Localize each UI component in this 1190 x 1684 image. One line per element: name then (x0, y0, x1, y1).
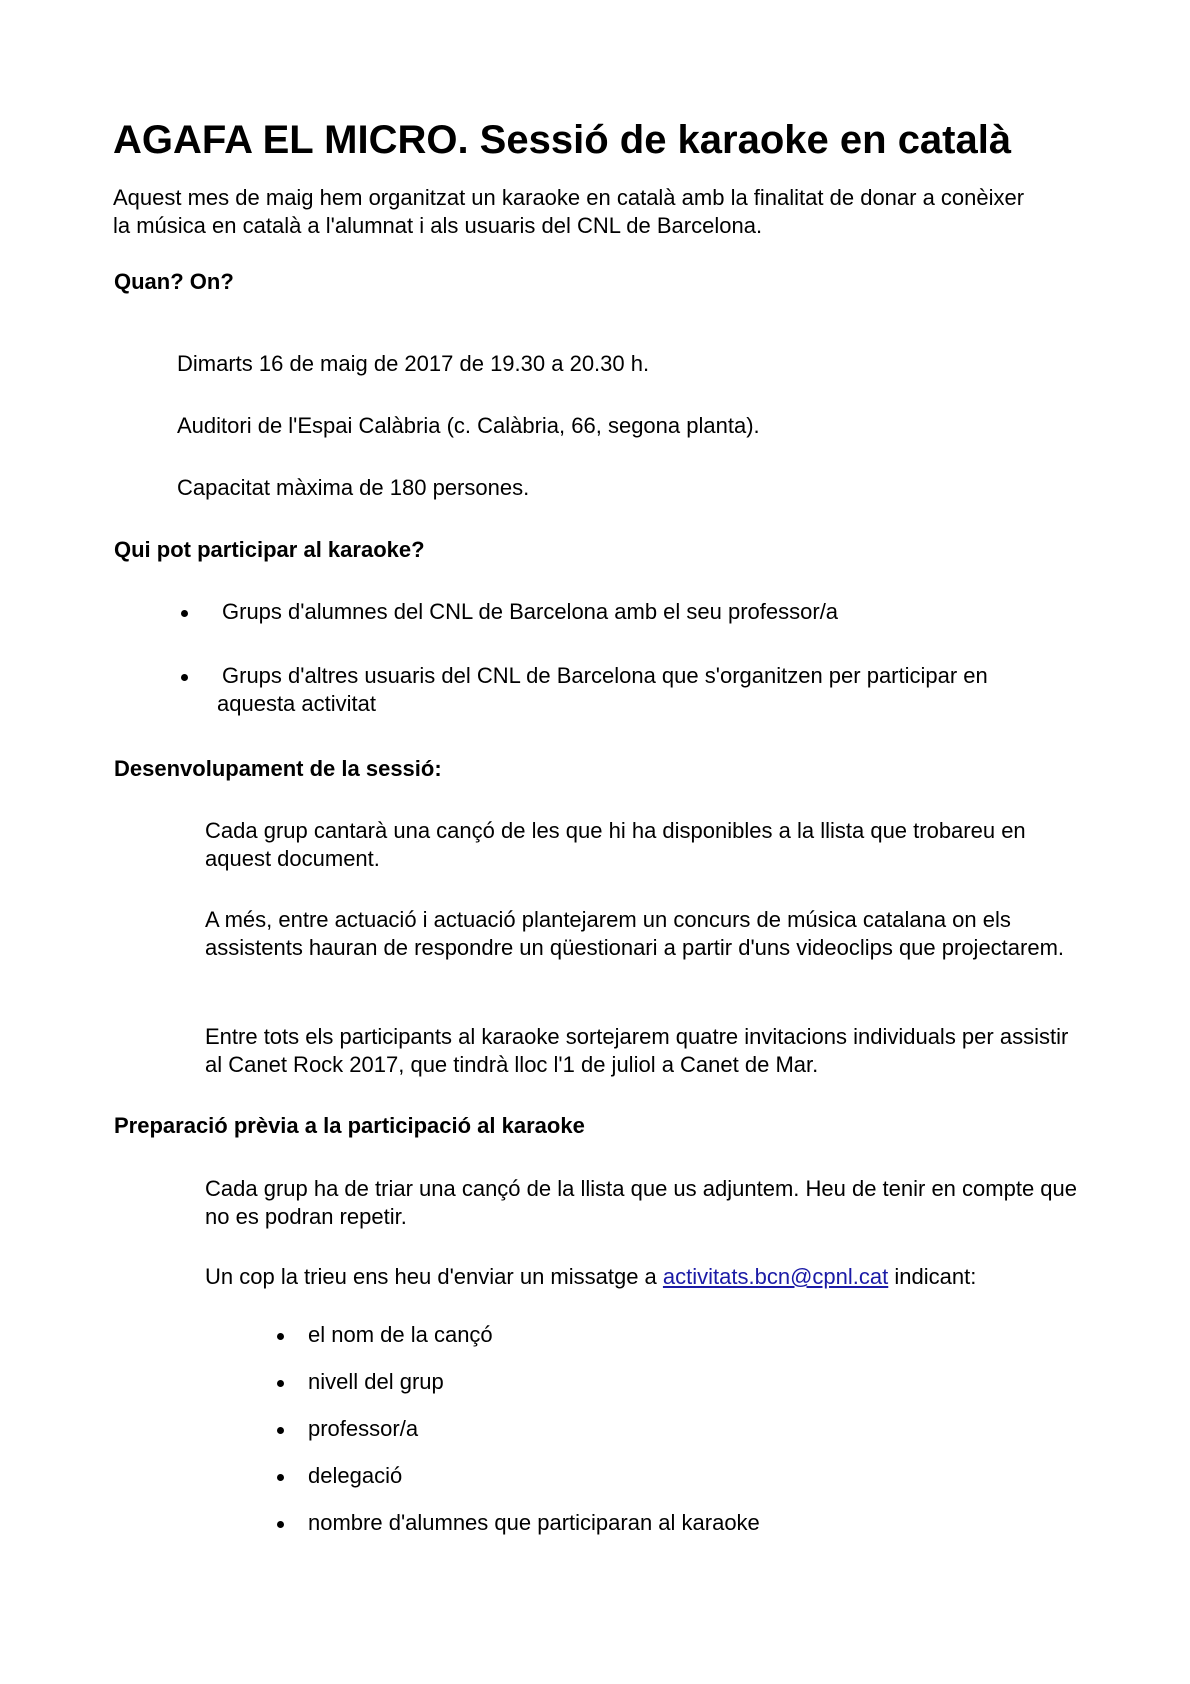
bullet-icon (277, 1474, 284, 1481)
list-item (0, 662, 1190, 718)
preparation-paragraph-1: Cada grup ha de triar una cançó de la llista que us adjuntem. Heu de tenir en compte que no es podran repetir. (205, 1176, 1077, 1229)
when-where-heading: Quan? On? (114, 269, 234, 294)
bullet-icon (277, 1427, 284, 1434)
preparation-text-after: indicant: (888, 1264, 977, 1289)
development-paragraph-2: A més, entre actuació i actuació plantejarem un concurs de música catalana on els assistents hauran de respondre un qüestionari a partir d'uns videoclips que projectarem. (205, 907, 1065, 960)
list-item (0, 1321, 1190, 1349)
prep-item-5: nombre d'alumnes que participaran al karaoke (308, 1510, 760, 1535)
bullet-icon (277, 1333, 284, 1340)
development-heading: Desenvolupament de la sessió: (114, 756, 442, 781)
list-item (0, 1462, 1190, 1490)
intro-paragraph: Aquest mes de maig hem organitzat un karaoke en català amb la finalitat de donar a conèixer la música en català a l'alumnat i als usuaris del CNL de Barcelona. (113, 185, 1025, 238)
who-item-1: Grups d'alumnes del CNL de Barcelona amb el seu professor/a (222, 599, 839, 624)
bullet-icon (277, 1521, 284, 1528)
preparation-heading: Preparació prèvia a la participació al karaoke (114, 1113, 585, 1138)
bullet-icon (181, 674, 188, 681)
who-item-2-cont: aquesta activitat (217, 691, 376, 716)
list-item (0, 1368, 1190, 1396)
list-item (0, 598, 1190, 626)
prep-item-2: nivell del grup (308, 1369, 444, 1394)
preparation-paragraph-2 (205, 1263, 976, 1291)
bullet-icon (277, 1380, 284, 1387)
event-place: Auditori de l'Espai Calàbria (c. Calàbria, 66, segona planta). (177, 413, 760, 438)
preparation-text-before: Un cop la trieu ens heu d'enviar un missatge a (205, 1264, 663, 1289)
who-heading: Qui pot participar al karaoke? (114, 537, 425, 562)
development-paragraph-3: Entre tots els participants al karaoke sortejarem quatre invitacions individuals per assistir al Canet Rock 2017, que tindrà lloc l'1 de juliol a Canet de Mar. (205, 1024, 1069, 1077)
event-date: Dimarts 16 de maig de 2017 de 19.30 a 20.30 h. (177, 351, 650, 376)
list-item (0, 1509, 1190, 1537)
who-item-2: Grups d'altres usuaris del CNL de Barcelona que s'organitzen per participar en (222, 663, 988, 688)
prep-item-1: el nom de la cançó (308, 1322, 493, 1347)
development-paragraph-1: Cada grup cantarà una cançó de les que hi ha disponibles a la llista que trobareu en aquest document. (205, 818, 1026, 871)
email-link[interactable]: activitats.bcn@cpnl.cat (662, 1264, 889, 1289)
bullet-icon (181, 610, 188, 617)
prep-item-4: delegació (308, 1463, 403, 1488)
prep-item-3: professor/a (308, 1416, 419, 1441)
event-capacity: Capacitat màxima de 180 persones. (177, 475, 530, 500)
document-title: AGAFA EL MICRO. Sessió de karaoke en català (113, 118, 1012, 162)
list-item (0, 1415, 1190, 1443)
